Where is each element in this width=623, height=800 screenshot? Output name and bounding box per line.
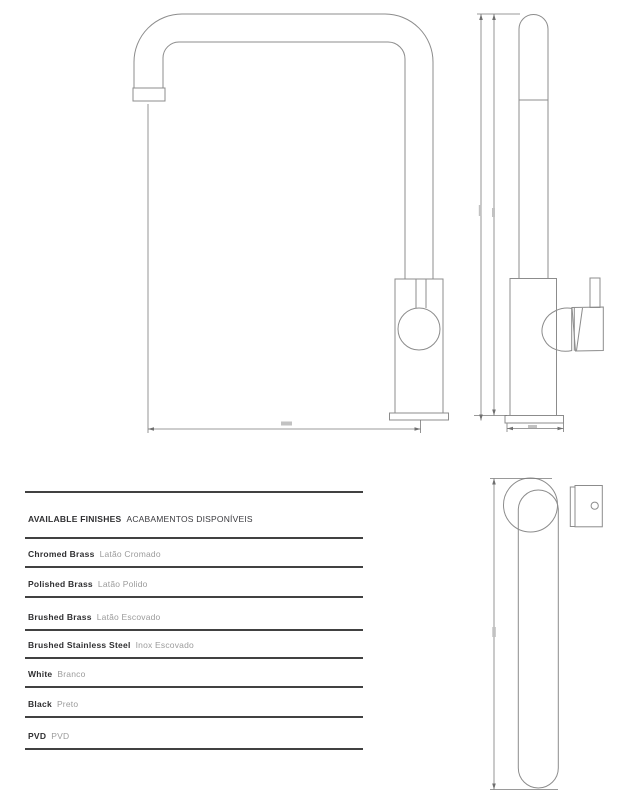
dimension-label-smudge [528, 425, 537, 428]
faucet-body-side [510, 279, 557, 416]
finish-label-en: PVD [28, 731, 47, 741]
base-flange [390, 413, 449, 420]
dimension-label-smudge [479, 205, 482, 216]
finish-row-black [25, 686, 363, 716]
finishes-header-label-pt: ACABAMENTOS DISPONÍVEIS [126, 514, 253, 524]
handle-joint-circle [398, 308, 440, 350]
base-flange-circle [504, 478, 558, 532]
faucet-body [395, 279, 443, 413]
dimension-arrow [148, 427, 154, 431]
dimension-label-smudge [492, 627, 496, 637]
finish-label-en: White [28, 669, 53, 679]
finish-row-brushed-stainless-steel [25, 629, 363, 657]
handle-block [572, 307, 603, 351]
dimension-label-smudge [492, 208, 495, 217]
finish-row-white [25, 657, 363, 686]
handle-band-top [570, 487, 575, 527]
dimension-extension-line [148, 104, 421, 433]
finishes-header-label-en: AVAILABLE FINISHES [28, 514, 122, 524]
finishes-table [25, 491, 363, 750]
handle-stem [590, 278, 600, 308]
spout-nozzle [133, 88, 165, 101]
finish-label-pt: PVD [51, 731, 70, 741]
spout-capsule [518, 490, 558, 788]
finish-label-pt: Latão Escovado [96, 612, 161, 622]
dimension-arrow [558, 427, 564, 431]
finish-row-polished-brass [25, 566, 363, 596]
base-flange-side [505, 416, 564, 424]
front-view-drawing [133, 14, 449, 433]
handle-knob-circle [591, 502, 598, 509]
dimension-arrow [479, 415, 483, 421]
spout-outline-inner [163, 42, 405, 279]
dimension-arrow [492, 14, 496, 20]
finish-label-pt: Latão Polido [97, 579, 148, 589]
side-view-drawing [474, 14, 603, 432]
finish-label-pt: Branco [57, 669, 86, 679]
finish-label-en: Chromed Brass [28, 549, 95, 559]
cartridge-slot-lines [416, 279, 426, 308]
finish-row-chromed-brass [25, 537, 363, 566]
dimension-arrow [415, 427, 421, 431]
dimension-arrow [492, 479, 496, 485]
dimension-arrow [507, 427, 513, 431]
finish-row-pvd [25, 716, 363, 748]
dimension-arrow [479, 14, 483, 20]
finish-label-en: Black [28, 699, 52, 709]
spout-outline-outer [134, 14, 433, 279]
tube-profile [519, 15, 548, 280]
finish-label-en: Polished Brass [28, 579, 93, 589]
dimension-arrow [492, 784, 496, 790]
finish-label-pt: Inox Escovado [135, 640, 194, 650]
finish-label-en: Brushed Brass [28, 612, 92, 622]
dimension-arrow [492, 410, 496, 416]
top-view-drawing [490, 478, 602, 790]
handle-block-slant-line [577, 308, 583, 351]
dimension-label-smudge [281, 422, 292, 426]
finish-label-pt: Preto [56, 699, 79, 709]
finish-label-pt: Latão Cromado [99, 549, 161, 559]
finishes-table-header [25, 491, 363, 537]
finish-row-brushed-brass [25, 596, 363, 629]
finish-label-en: Brushed Stainless Steel [28, 640, 131, 650]
